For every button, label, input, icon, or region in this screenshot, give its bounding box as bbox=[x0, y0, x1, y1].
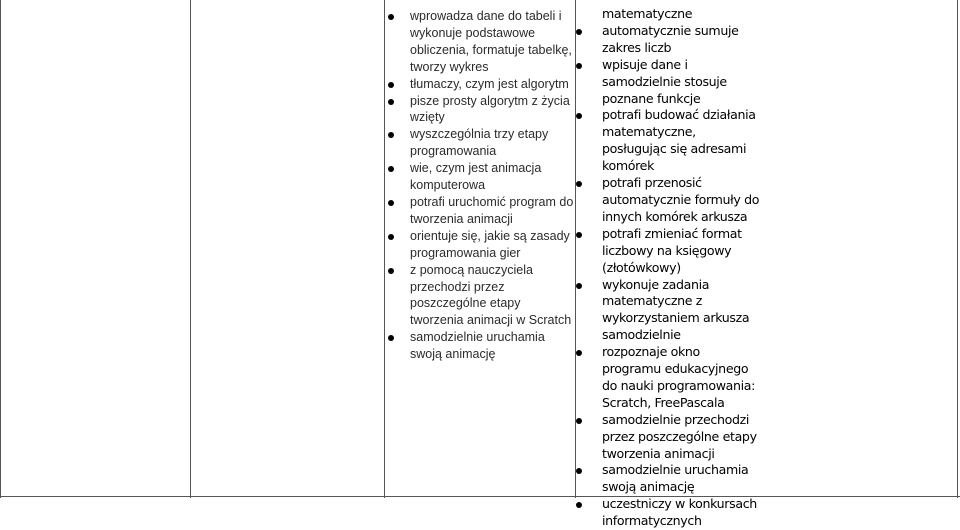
list-item bbox=[602, 277, 762, 345]
table-column-divider bbox=[190, 0, 191, 498]
bullet-icon bbox=[388, 14, 394, 20]
list-item-text: potrafi zmieniać format liczbowy na księgowy (złotówkowy) bbox=[602, 225, 742, 275]
list-item bbox=[410, 228, 575, 262]
bullet-icon bbox=[388, 268, 394, 274]
list-item bbox=[410, 76, 575, 93]
bullet-icon bbox=[576, 232, 582, 238]
bullet-icon bbox=[576, 63, 582, 69]
list-item-text: wykonuje zadania matematyczne z wykorzystaniem arkusza samodzielnie bbox=[602, 276, 750, 343]
bullet-icon bbox=[576, 283, 582, 289]
table-border-bottom bbox=[0, 496, 960, 497]
bullet-icon bbox=[576, 113, 582, 119]
list-item-text: rozpoznaje okno programu edukacyjnego do nauki programowania: Scratch, FreePascala bbox=[602, 344, 756, 410]
list-item-text: potrafi przenosić automatycznie formuły do innych komórek arkusza bbox=[602, 175, 760, 224]
requirements-column-extended bbox=[602, 6, 762, 530]
list-item-text: samodzielnie przechodzi przez poszczególne etapy tworzenia animacji bbox=[602, 411, 757, 461]
list-item bbox=[602, 462, 762, 496]
continued-text: matematyczne bbox=[602, 6, 693, 21]
list-item bbox=[410, 262, 575, 330]
bullet-icon bbox=[388, 82, 394, 88]
list-item-text: orientuje się, jakie są zasady programowania gier bbox=[410, 228, 570, 260]
bullet-icon bbox=[576, 29, 582, 35]
list-item bbox=[602, 226, 762, 277]
list-item-text: potrafi uruchomić program do tworzenia animacji bbox=[410, 194, 574, 226]
requirements-column-basic bbox=[410, 8, 575, 363]
bullet-icon bbox=[576, 468, 582, 474]
bullet-icon bbox=[576, 418, 582, 424]
table-border-left bbox=[0, 0, 1, 498]
list-item-text: wyszczególnia trzy etapy programowania bbox=[410, 127, 549, 159]
bullet-icon bbox=[388, 234, 394, 240]
table-column-divider bbox=[575, 0, 576, 498]
list-item bbox=[602, 412, 762, 463]
list-item-text: wie, czym jest animacja komputerowa bbox=[410, 161, 542, 193]
table-column-divider bbox=[384, 0, 385, 498]
list-item-text: tłumaczy, czym jest algorytm bbox=[410, 76, 569, 91]
list-item bbox=[602, 496, 762, 530]
list-item-text: automatycznie sumuje zakres liczb bbox=[602, 22, 739, 55]
bullet-icon bbox=[388, 200, 394, 206]
list-item bbox=[410, 126, 575, 160]
bullet-icon bbox=[576, 350, 582, 356]
list-item-text: potrafi budować działania matematyczne, posługując się adresami komórek bbox=[602, 107, 756, 174]
list-item-text: samodzielnie uruchamia swoją animację bbox=[410, 330, 545, 362]
list-item-text: wpisuje dane i samodzielnie stosuje poznane funkcje bbox=[602, 56, 727, 106]
list-item bbox=[410, 93, 575, 127]
list-item bbox=[602, 344, 762, 412]
list-item bbox=[410, 8, 575, 76]
bullet-icon bbox=[388, 132, 394, 138]
bullet-icon bbox=[388, 99, 394, 105]
table-border-right bbox=[957, 0, 958, 498]
list-item bbox=[602, 107, 762, 175]
bullet-icon bbox=[388, 335, 394, 341]
list-item bbox=[410, 194, 575, 228]
list-item bbox=[410, 329, 575, 363]
list-item-text: z pomocą nauczyciela przechodzi przez poszczególne etapy tworzenia animacji w Scratch bbox=[410, 262, 572, 328]
list-item bbox=[410, 160, 575, 194]
requirements-list bbox=[410, 8, 575, 363]
bullet-icon bbox=[576, 181, 582, 187]
list-item-text: uczestniczy w konkursach informatycznych bbox=[602, 496, 757, 529]
list-item-text: pisze prosty algorytm z życia wzięty bbox=[410, 93, 570, 125]
requirements-list bbox=[602, 23, 762, 530]
list-item bbox=[602, 57, 762, 108]
bullet-icon bbox=[388, 166, 394, 172]
bullet-icon bbox=[576, 502, 582, 508]
list-item bbox=[602, 175, 762, 226]
list-item-text: wprowadza dane do tabeli i wykonuje podstawowe obliczenia, formatuje tabelkę, tworzy wykres bbox=[410, 9, 572, 74]
list-item bbox=[602, 23, 762, 57]
list-item-text: samodzielnie uruchamia swoją animację bbox=[602, 462, 749, 495]
